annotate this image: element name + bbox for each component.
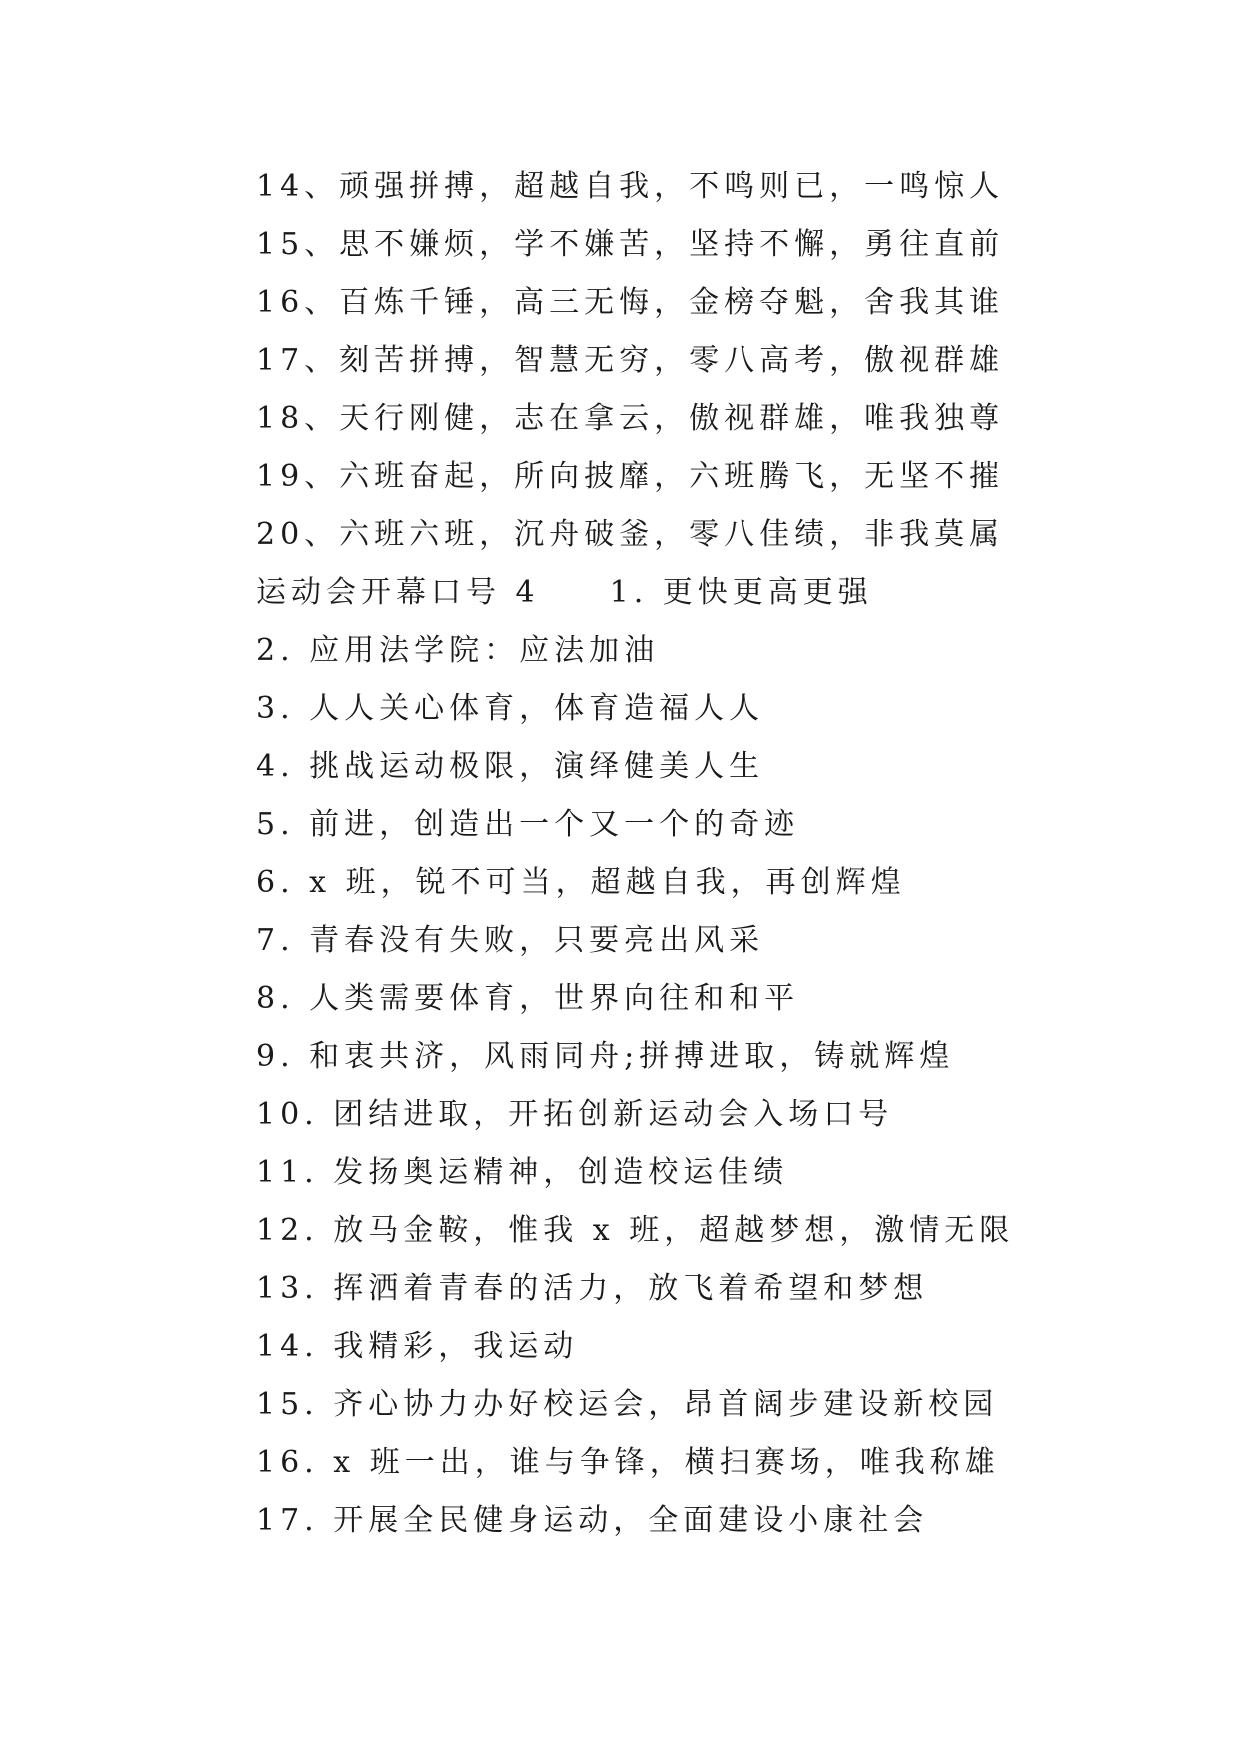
slogan-line: 15. 齐心协力办好校运会，昂首阔步建设新校园 (256, 1387, 999, 1422)
slogan-line: 8. 人类需要体育，世界向往和和平 (256, 981, 800, 1016)
slogan-line: 17. 开展全民健身运动，全面建设小康社会 (256, 1503, 929, 1538)
slogan-line: 19、六班奋起，所向披靡，六班腾飞，无坚不摧 (256, 459, 1005, 494)
slogan-line: 14. 我精彩，我运动 (256, 1329, 579, 1364)
section-heading-line: 运动会开幕口号 4 1. 更快更高更强 (256, 575, 873, 610)
slogan-line: 2. 应用法学院：应法加油 (256, 633, 660, 668)
slogan-line: 10. 团结进取，开拓创新运动会入场口号 (256, 1097, 894, 1132)
slogan-line: 16. x 班一出，谁与争锋，横扫赛场，唯我称雄 (256, 1445, 1000, 1480)
slogan-line: 18、天行刚健，志在拿云，傲视群雄，唯我独尊 (256, 401, 1005, 436)
slogan-line: 15、思不嫌烦，学不嫌苦，坚持不懈，勇往直前 (256, 227, 1005, 262)
slogan-line: 16、百炼千锤，高三无悔，金榜夺魁，舍我其谁 (256, 285, 1005, 320)
slogan-line: 13. 挥洒着青春的活力，放飞着希望和梦想 (256, 1271, 929, 1306)
slogan-line: 11. 发扬奥运精神，创造校运佳绩 (256, 1155, 789, 1190)
slogan-line: 14、顽强拼搏，超越自我，不鸣则已，一鸣惊人 (256, 169, 1005, 204)
slogan-line: 12. 放马金鞍，惟我 x 班，超越梦想，激情无限 (256, 1213, 1015, 1248)
slogan-line: 4. 挑战运动极限，演绎健美人生 (256, 749, 765, 784)
slogan-line: 20、六班六班，沉舟破釜，零八佳绩，非我莫属 (256, 517, 1005, 552)
slogan-line: 17、刻苦拼搏，智慧无穷，零八高考，傲视群雄 (256, 343, 1005, 378)
slogan-line: 3. 人人关心体育，体育造福人人 (256, 691, 765, 726)
slogan-line: 6. x 班，锐不可当，超越自我，再创辉煌 (256, 865, 906, 900)
slogan-line: 7. 青春没有失败，只要亮出风采 (256, 923, 765, 958)
slogan-list (256, 158, 1016, 1550)
slogan-line: 9. 和衷共济，风雨同舟;拼搏进取，铸就辉煌 (256, 1039, 955, 1074)
slogan-line: 5. 前进，创造出一个又一个的奇迹 (256, 807, 800, 842)
